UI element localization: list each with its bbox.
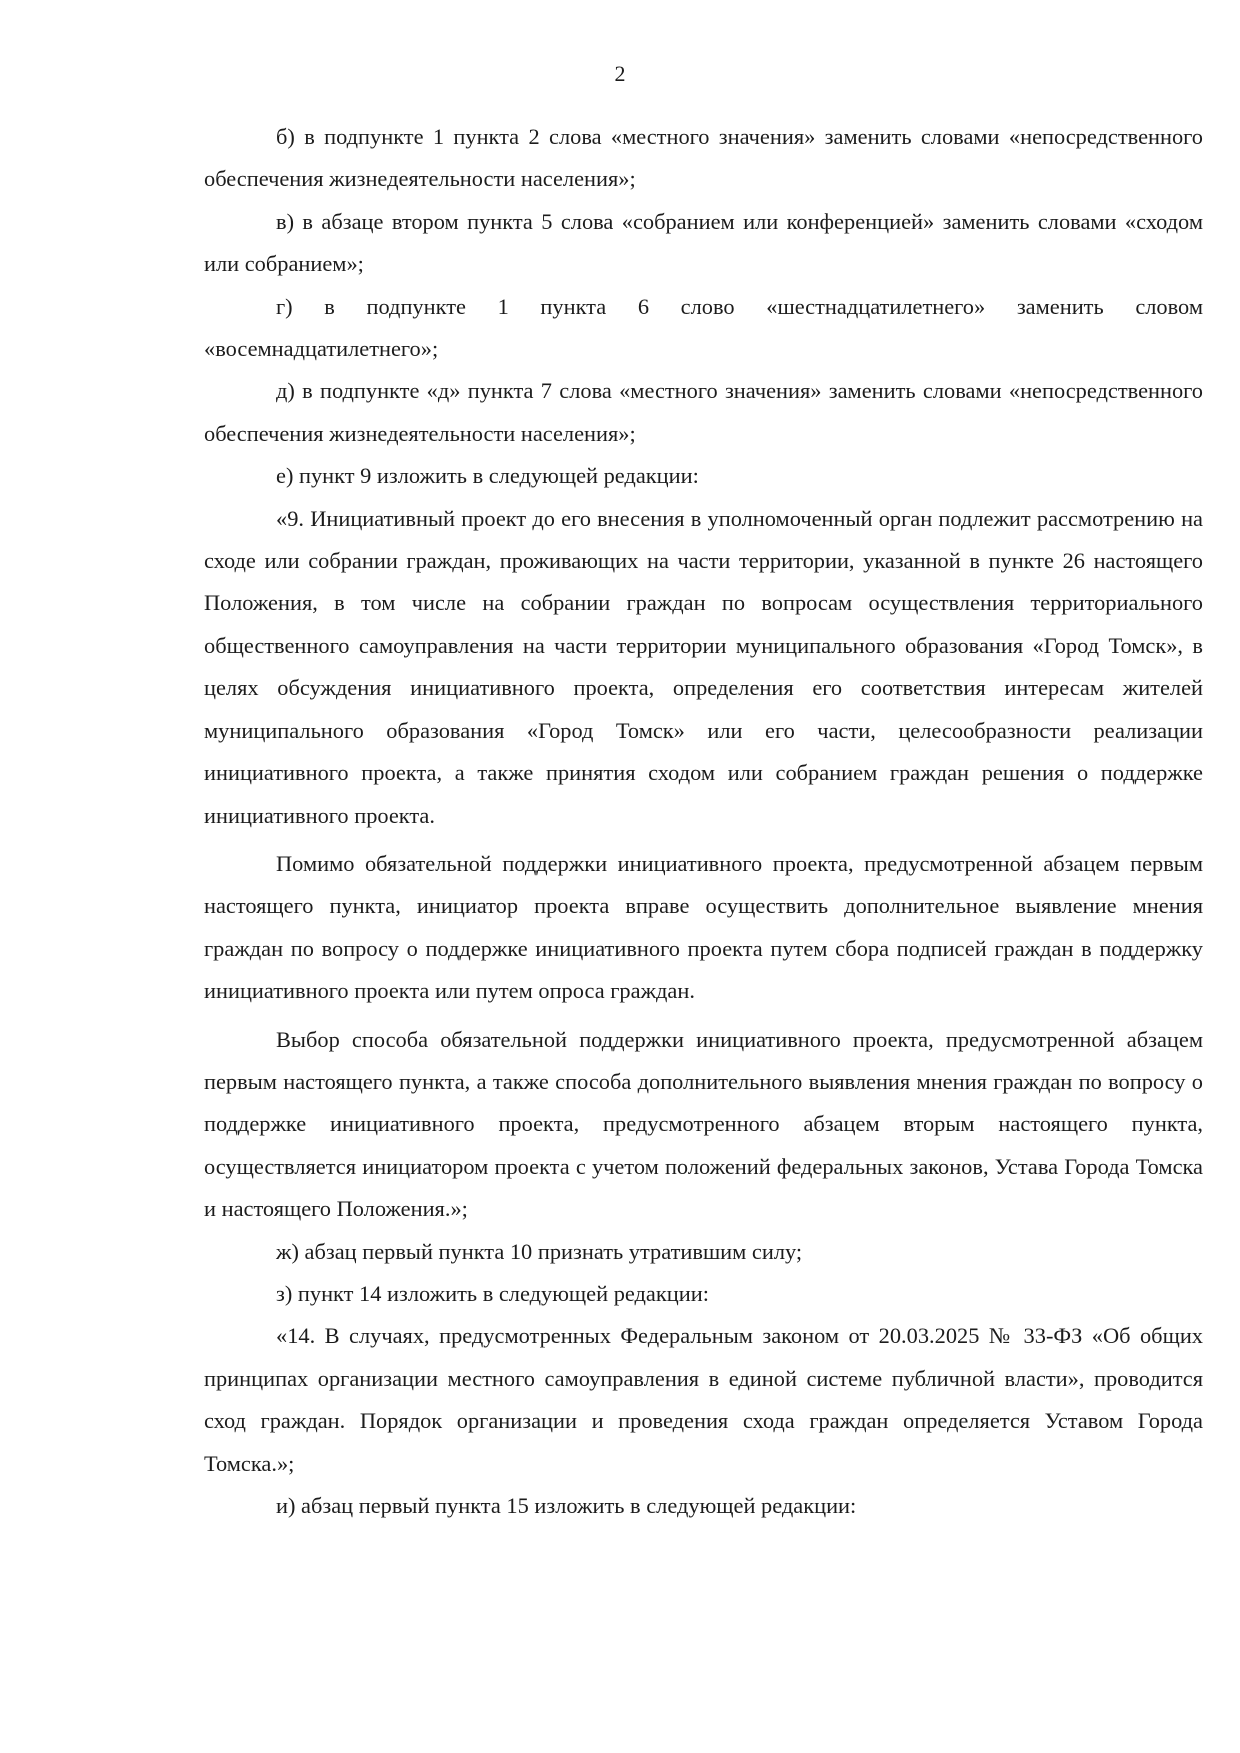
paragraph-d: д) в подпункте «д» пункта 7 слова «местного значения» заменить словами «непосредственного обеспечения жизнедеятельности населения»; xyxy=(204,378,1203,446)
paragraph-i: и) абзац первый пункта 15 изложить в следующей редакции: xyxy=(276,1493,857,1518)
paragraph-e: е) пункт 9 изложить в следующей редакции: xyxy=(276,463,699,489)
page-number: 2 xyxy=(614,61,626,86)
paragraph-v: в) в абзаце втором пункта 5 слова «собранием или конференцией» заменить словами «сходом или собранием»; xyxy=(204,208,1203,277)
paragraph-z: з) пункт 14 изложить в следующей редакции: xyxy=(276,1280,709,1306)
paragraph-9-text: «9. Инициативный проект до его внесения в уполномоченный орган подлежит рассмотрению на сходе или собрании граждан, проживающих на части территории, указанной в пункте 26 настоящего Положения, в том числе на собрании граждан по вопросам осуществления территориального общественного самоуправления на части территории муниципального образования «Город Томск», в целях обсуждения инициативного проекта, определения его соответствия интересам жителей муниципального образования «Город Томск» или его части, целесообразности реализации инициативного проекта, а также принятия сходом или собранием граждан решения о поддержке инициативного проекта. xyxy=(204,505,1203,828)
paragraph-b: б) в подпункте 1 пункта 2 слова «местного значения» заменить словами «непосредственного обеспечения жизнедеятельности населения»; xyxy=(204,124,1203,192)
document-body xyxy=(204,116,1203,1527)
paragraph-9-third: Выбор способа обязательной поддержки инициативного проекта, предусмотренной абзацем первым настоящего пункта, а также способа дополнительного выявления мнения граждан по вопросу о поддержке инициативного проекта, предусмотренного абзацем вторым настоящего пункта, осуществляется инициатором проекта с учетом положений федеральных законов, Устава Города Томска и настоящего Положения.»; xyxy=(204,1026,1203,1222)
paragraph-9-second: Помимо обязательной поддержки инициативного проекта, предусмотренной абзацем первым настоящего пункта, инициатор проекта вправе осуществить дополнительное выявление мнения граждан по вопросу о поддержке инициативного проекта путем сбора подписей граждан в поддержку инициативного проекта или путем опроса граждан. xyxy=(204,850,1203,1004)
paragraph-14-text: «14. В случаях, предусмотренных Федеральным законом от 20.03.2025 № 33-ФЗ «Об общих принципах организации местного самоуправления в единой системе публичной власти», проводится сход граждан. Порядок организации и проведения схода граждан определяется Уставом Города Томска.»; xyxy=(204,1323,1203,1476)
paragraph-g: г) в подпункте 1 пункта 6 слово «шестнадцатилетнего» заменить словом «восемнадцатилетнего»; xyxy=(204,293,1203,362)
paragraph-zh: ж) абзац первый пункта 10 признать утратившим силу; xyxy=(276,1238,803,1264)
